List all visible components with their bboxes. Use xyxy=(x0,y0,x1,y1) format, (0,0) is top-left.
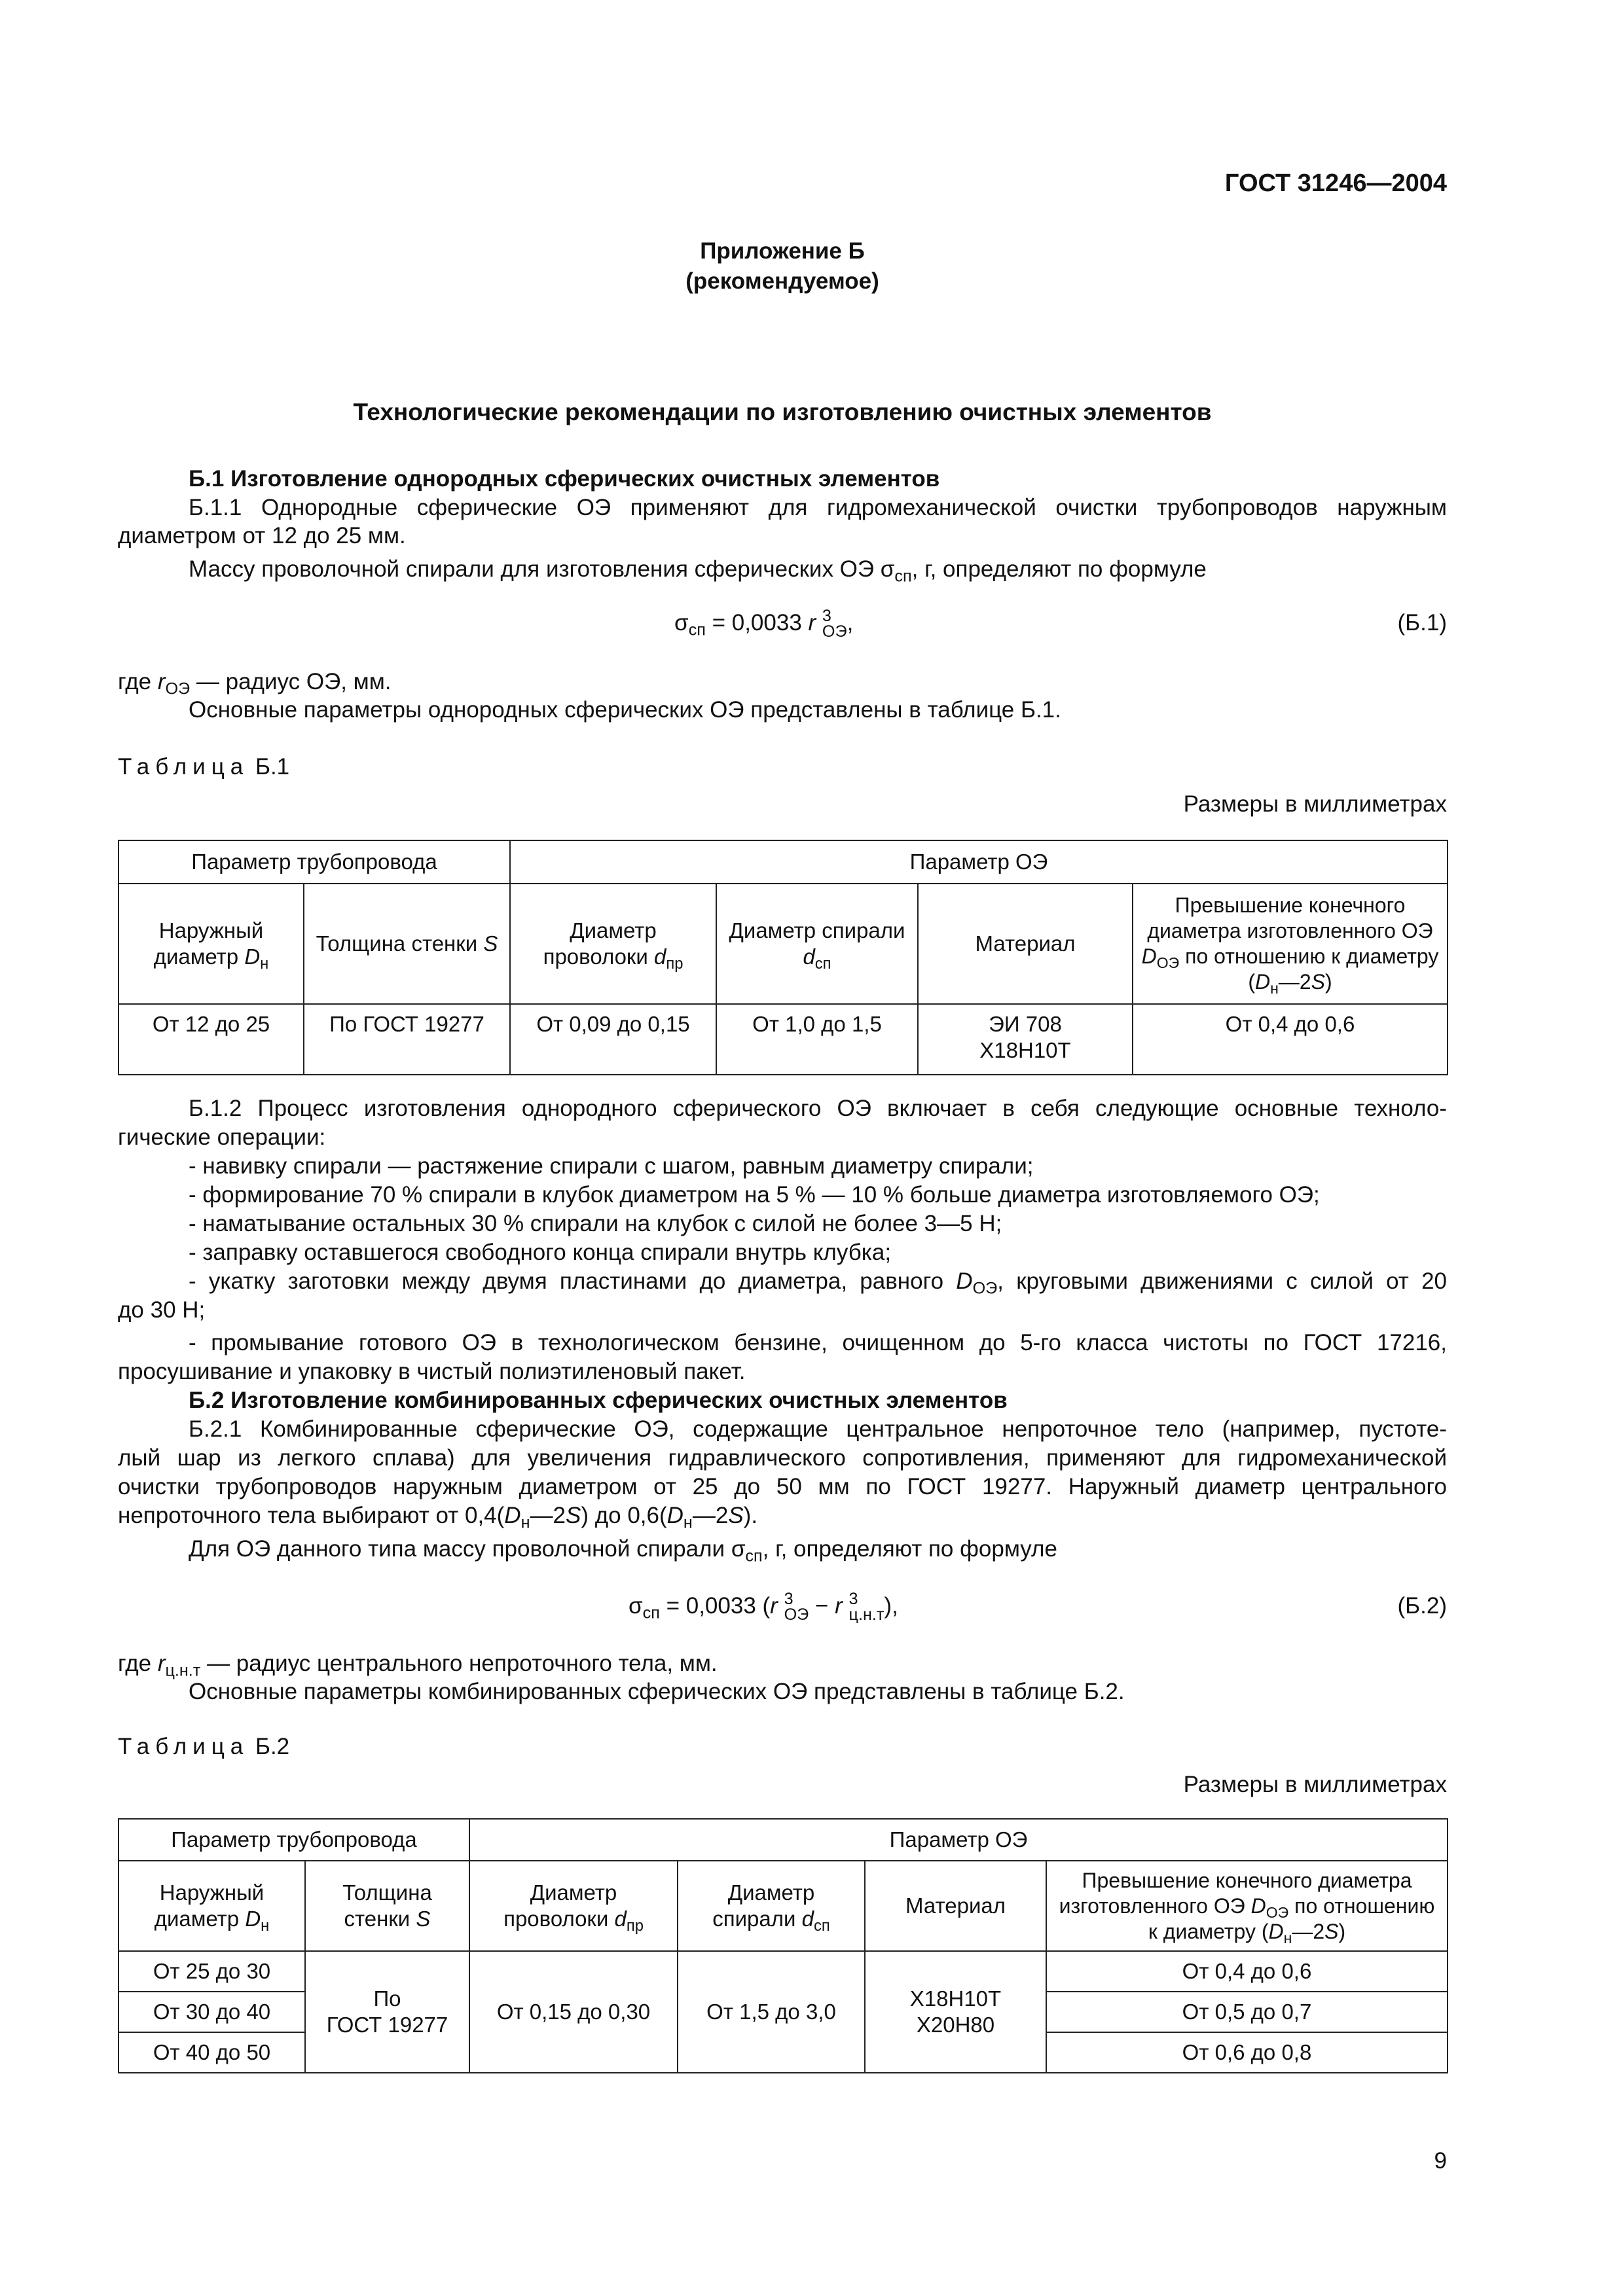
table-b1-col-material: Материал xyxy=(918,884,1133,1004)
list-item: - наматывание остальных 30 % спирали на клубок с силой не более 3—5 Н; xyxy=(189,1211,1002,1236)
table-b1-col-outer: Наружный диаметр $D_н$ xyxy=(119,884,304,1004)
table-b1-caption: Таблица Б.1 xyxy=(118,754,290,780)
table-b2-cell-wire: От 0,15 до 0,30 xyxy=(469,1951,678,2073)
table-b2-units: Размеры в миллиметрах xyxy=(1183,1772,1447,1797)
paragraph-b21-line4: непроточного тела выбирают от $0,4(D_н—2S)$ до $0,6(D_н—2S)$. xyxy=(118,1503,758,1532)
where-r-cnt: где $r_{ц.н.т}$ — радиус центрального непроточного тела, мм. xyxy=(118,1651,718,1680)
list-item: - заправку оставшегося свободного конца спирали внутрь клубка; xyxy=(189,1240,892,1265)
table-b2-col-outer: Наружный диаметр $D_н$ xyxy=(119,1861,305,1951)
formula-b1: $\sigma_{сп} = 0,0033$ r 3 ОЭ , xyxy=(674,607,854,641)
table-b1-cell-spiral: От 1,0 до 1,5 xyxy=(716,1004,918,1075)
table-b2-cell-spiral: От 1,5 до 3,0 xyxy=(678,1951,865,2073)
table-b1-col-spiral: Диаметр спирали $d_{сп}$ xyxy=(716,884,918,1004)
table-b2-col-wall: Толщина стенки S xyxy=(305,1861,469,1951)
list-item: - формирование 70 % спирали в клубок диаметром на 5 % — 10 % больше диаметра изготовляемого ОЭ; xyxy=(189,1182,1320,1208)
table-b2-col-spiral: Диаметр спирали $d_{сп}$ xyxy=(678,1861,865,1951)
table-b1 xyxy=(118,840,1448,1075)
table-b1-col-wire: Диаметр проволоки $d_{пр}$ xyxy=(510,884,716,1004)
table-b1-units: Размеры в миллиметрах xyxy=(1183,791,1447,817)
table-b2-col-excess: Превышение конечного диаметра изготовленного ОЭ $D_{ОЭ}$ по отношению к диаметру $(D_н—2S)$ xyxy=(1046,1861,1448,1951)
appendix-title: Приложение Б xyxy=(700,238,865,264)
list-item-continuation: до 30 Н; xyxy=(118,1297,206,1323)
paragraph-b11-line2: диаметром от 12 до 25 мм. xyxy=(118,523,406,548)
table-row: От 0,5 до 0,7 xyxy=(1046,1992,1448,2032)
table-b1-cell-wire: От 0,09 до 0,15 xyxy=(510,1004,716,1075)
table-b2-col-wire: Диаметр проволоки $d_{пр}$ xyxy=(469,1861,678,1951)
table-b1-col-wall: Толщина стенки S xyxy=(304,884,510,1004)
table-b1-reference: Основные параметры однородных сферических ОЭ представлены в таблице Б.1. xyxy=(189,697,1061,723)
list-item: - укатку заготовки между двумя пластинами до диаметра, равного $D_{ОЭ}$, круговыми движениями с силой от 20 xyxy=(189,1268,1447,1298)
paragraph-b21-mass: Для ОЭ данного типа массу проволочной спирали $\sigma_{сп}$, г, определяют по формуле xyxy=(189,1536,1057,1566)
paragraph-b12-line1: Б.1.2 Процесс изготовления однородного сферического ОЭ включает в себя следующие основные техноло- xyxy=(189,1096,1447,1121)
table-b1-col-excess: Превышение конечного диаметра изготовленного ОЭ $D_{ОЭ}$ по отношению к диаметру $(D_н—2S)$ xyxy=(1133,884,1448,1004)
formula-b2: $\sigma_{сп} = 0,0033$ (r 3 ОЭ − r 3 ц.н.т ), xyxy=(629,1590,898,1624)
table-b1-cell-material: ЭИ 708 Х18Н10Т xyxy=(918,1004,1133,1075)
section-b2-heading: Б.2 Изготовление комбинированных сферических очистных элементов xyxy=(189,1388,1008,1413)
table-b2-caption: Таблица Б.2 xyxy=(118,1734,290,1759)
table-row: От 0,6 до 0,8 xyxy=(1046,2032,1448,2073)
table-b1-cell-wall: По ГОСТ 19277 xyxy=(304,1004,510,1075)
table-b2-reference: Основные параметры комбинированных сферических ОЭ представлены в таблице Б.2. xyxy=(189,1679,1125,1704)
table-b1-cell-excess: От 0,4 до 0,6 xyxy=(1133,1004,1448,1075)
formula-b1-number: (Б.1) xyxy=(1397,610,1447,636)
section-b1-heading: Б.1 Изготовление однородных сферических очистных элементов xyxy=(189,466,940,492)
table-row: От 30 до 40 xyxy=(119,1992,305,2032)
table-row: От 40 до 50 xyxy=(119,2032,305,2073)
table-b2-group-oe: Параметр ОЭ xyxy=(469,1819,1448,1861)
table-row: От 25 до 30 xyxy=(119,1951,305,1992)
paragraph-b11-mass: Массу проволочной спирали для изготовления сферических ОЭ $\sigma_{сп}$, г, определяют по формуле xyxy=(189,556,1207,586)
list-item-continuation: просушивание и упаковку в чистый полиэтиленовый пакет. xyxy=(118,1359,746,1384)
table-b2-cell-wall: По ГОСТ 19277 xyxy=(305,1951,469,2073)
table-b1-group-pipe: Параметр трубопровода xyxy=(119,840,510,884)
table-b2 xyxy=(118,1818,1448,2073)
where-r-oe: где $r_{ОЭ}$ — радиус ОЭ, мм. xyxy=(118,669,392,698)
table-b1-cell-outer: От 12 до 25 xyxy=(119,1004,304,1075)
main-title: Технологические рекомендации по изготовлению очистных элементов xyxy=(353,399,1212,425)
paragraph-b21-line2: лый шар из легкого сплава) для увеличения гидравлического сопротивления, применяют для гидромеханической xyxy=(118,1445,1447,1471)
paragraph-b11-line1: Б.1.1 Однородные сферические ОЭ применяют для гидромеханической очистки трубопроводов наружным xyxy=(189,495,1447,520)
table-b2-group-pipe: Параметр трубопровода xyxy=(119,1819,469,1861)
appendix-subtitle: (рекомендуемое) xyxy=(685,268,879,294)
formula-b2-number: (Б.2) xyxy=(1397,1593,1447,1619)
paragraph-b21-line3: очистки трубопроводов наружным диаметром от 25 до 50 мм по ГОСТ 19277. Наружный диаметр центрального xyxy=(118,1474,1447,1499)
table-b2-col-material: Материал xyxy=(865,1861,1046,1951)
standard-number: ГОСТ 31246—2004 xyxy=(1224,170,1447,197)
table-b1-group-oe: Параметр ОЭ xyxy=(510,840,1448,884)
paragraph-b12-line2: гические операции: xyxy=(118,1124,326,1150)
table-b2-cell-material: Х18Н10Т Х20Н80 xyxy=(865,1951,1046,2073)
page-number: 9 xyxy=(1434,2148,1447,2174)
list-item: - промывание готового ОЭ в технологическом бензине, очищенном до 5-го класса чистоты по ГОСТ 17216, xyxy=(189,1330,1447,1355)
list-item: - навивку спирали — растяжение спирали с шагом, равным диаметру спирали; xyxy=(189,1153,1034,1179)
table-row: От 0,4 до 0,6 xyxy=(1046,1951,1448,1992)
paragraph-b21-line1: Б.2.1 Комбинированные сферические ОЭ, содержащие центральное непроточное тело (например, пустоте- xyxy=(189,1416,1447,1442)
